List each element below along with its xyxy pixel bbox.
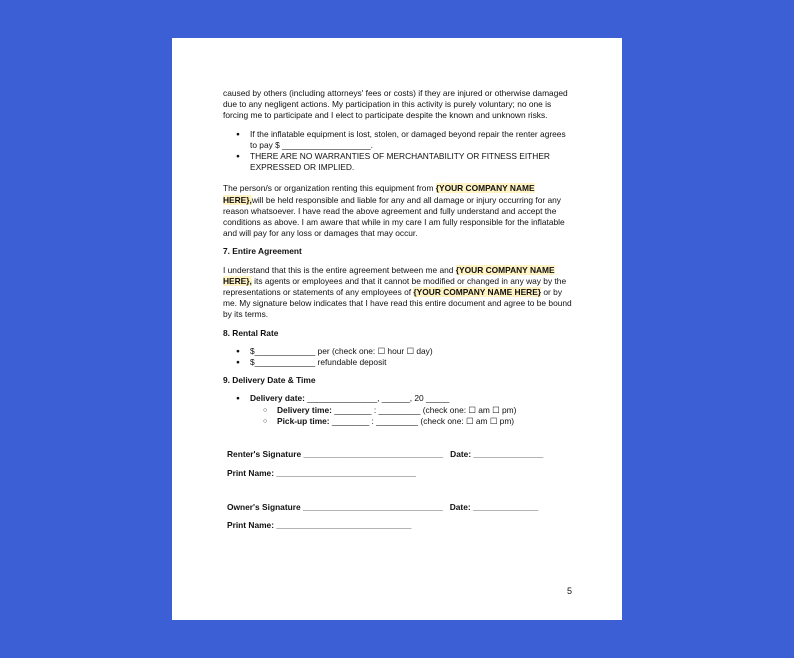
list-item: ● THERE ARE NO WARRANTIES OF MERCHANTABILITY OR FITNESS EITHER EXPRESSED OR IMPLIED. bbox=[223, 151, 573, 173]
list-item bbox=[223, 416, 573, 427]
delivery-date-label: Delivery date: bbox=[250, 393, 305, 404]
delivery-date-value: _______________, ______, 20 _____ bbox=[304, 393, 450, 404]
list-item: ● If the inflatable equipment is lost, stolen, or damaged beyond repair the renter agrees to pay $ ___________________. bbox=[223, 129, 573, 151]
agreement-text: I understand that this is the entire agreement between me and bbox=[223, 264, 456, 275]
owner-print-name: Print Name: _____________________________ bbox=[227, 520, 412, 530]
section-heading: 7. Entire Agreement bbox=[223, 246, 302, 257]
company-name-placeholder: {YOUR COMPANY NAME HERE}, bbox=[223, 183, 535, 205]
section-heading: 8. Rental Rate bbox=[223, 327, 279, 338]
delivery-list bbox=[223, 393, 573, 404]
pickup-time-value: ________ : _________ (check one: ☐ am ☐ pm) bbox=[329, 415, 515, 426]
intro-bullet-list bbox=[223, 129, 573, 174]
document-page bbox=[172, 38, 622, 620]
delivery-time-list bbox=[223, 405, 573, 427]
owner-signature-line: Owner's Signature ______________________________ Date: ______________ bbox=[227, 502, 539, 512]
renter-print-name: Print Name: ______________________________ bbox=[227, 468, 417, 478]
delivery-time-label: Delivery time: bbox=[277, 404, 332, 415]
intro-paragraph: caused by others (including attorneys' fees or costs) if they are injured or otherwise damaged due to any negligent actions. My participation in this activity is purely voluntary; no one is forcing me to participate and I elect to participate despite the known and unknown risks. bbox=[223, 88, 568, 121]
company-name-placeholder: {YOUR COMPANY NAME HERE}, bbox=[223, 264, 555, 286]
agreement-text: or by me. My signature below indicates that I have read this entire document and agree to be bound by its terms. bbox=[223, 287, 572, 320]
liability-paragraph bbox=[223, 183, 573, 239]
agreement-text: its agents or employees and that it cannot be modified or changed in any way by the representations or statements of any employees of bbox=[223, 275, 567, 298]
company-name-placeholder: {YOUR COMPANY NAME HERE} bbox=[413, 287, 542, 298]
liability-text: The person/s or organization renting this equipment from bbox=[223, 183, 436, 194]
page-number: 5 bbox=[567, 586, 573, 596]
agreement-paragraph bbox=[223, 265, 573, 321]
list-item bbox=[223, 405, 573, 416]
section-heading: 9. Delivery Date & Time bbox=[223, 375, 316, 386]
delivery-time-value: ________ : _________ (check one: ☐ am ☐ pm) bbox=[331, 404, 517, 415]
page-content bbox=[223, 88, 573, 427]
liability-text: will be held responsible and liable for any and all damage or injury occurring for any reason whatsoever. I have read the above agreement and fully understand and accept the conditions as above. I am aware that while in my care I am fully responsible for the inflatable and will pay for any loss or damages that may occur. bbox=[223, 194, 565, 239]
list-item: ● $_____________ refundable deposit bbox=[223, 357, 573, 368]
renter-signature-line: Renter's Signature ______________________________ Date: _______________ bbox=[227, 449, 544, 459]
list-item bbox=[223, 393, 573, 404]
pickup-time-label: Pick-up time: bbox=[277, 415, 330, 426]
list-item: ● $_____________ per (check one: ☐ hour ☐ day) bbox=[223, 346, 573, 357]
rental-rate-list bbox=[223, 346, 573, 368]
